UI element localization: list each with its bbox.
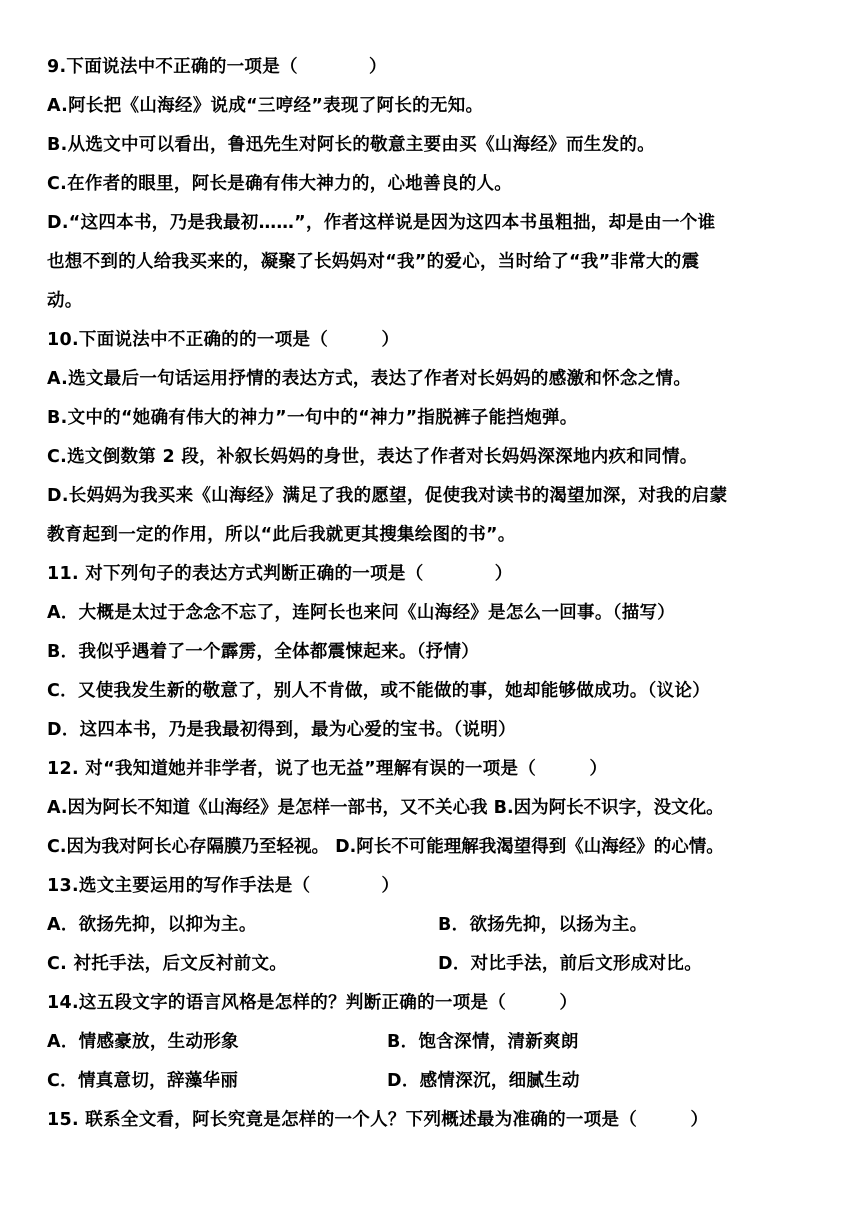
question-13-stem: 13.选文主要运用的写作手法是（ ） bbox=[47, 876, 400, 896]
question-9-option-d-line1: D.“这四本书，乃是我最初……”，作者这样说是因为这四本书虽粗拙，却是由一个谁 bbox=[47, 213, 716, 233]
question-9-option-d-line3: 动。 bbox=[47, 291, 83, 311]
question-9-option-d-line2: 也想不到的人给我买来的，凝聚了长妈妈对“我”的爱心，当时给了“我”非常大的震 bbox=[47, 252, 700, 272]
question-10-option-d-line2: 教育起到一定的作用，所以“此后我就更其搜集绘图的书”。 bbox=[47, 525, 516, 545]
question-14-stem: 14.这五段文字的语言风格是怎样的？判断正确的一项是（ ） bbox=[47, 993, 578, 1013]
question-10-option-a: A.选文最后一句话运用抒情的表达方式，表达了作者对长妈妈的感激和怀念之情。 bbox=[47, 369, 692, 389]
question-12-options-cd: C.因为我对阿长心存隔膜乃至轻视。 D.阿长不可能理解我渴望得到《山海经》的心情。 bbox=[47, 837, 724, 857]
question-11-stem: 11. 对下列句子的表达方式判断正确的一项是（ ） bbox=[47, 564, 513, 584]
question-13-option-b: B．欲扬先抑，以扬为主。 bbox=[438, 915, 648, 935]
question-10-option-c: C.选文倒数第 2 段，补叙长妈妈的身世，表达了作者对长妈妈深深地内疚和同情。 bbox=[47, 447, 698, 467]
question-12-stem: 12. 对“我知道她并非学者，说了也无益”理解有误的一项是（ ） bbox=[47, 759, 608, 779]
question-14-option-c: C．情真意切，辞藻华丽 bbox=[47, 1071, 239, 1091]
question-9-stem: 9.下面说法中不正确的一项是（ ） bbox=[47, 57, 387, 77]
question-11-option-c: C．又使我发生新的敬意了，别人不肯做，或不能做的事，她却能够做成功。（议论） bbox=[47, 681, 710, 701]
question-13-option-a: A．欲扬先抑，以抑为主。 bbox=[47, 915, 257, 935]
question-14-option-b: B．饱含深情，清新爽朗 bbox=[387, 1032, 579, 1052]
question-10-option-b: B.文中的“她确有伟大的神力”一句中的“神力”指脱裤子能挡炮弹。 bbox=[47, 408, 578, 428]
question-9-option-c: C.在作者的眼里，阿长是确有伟大神力的，心地善良的人。 bbox=[47, 174, 513, 194]
question-11-option-b: B．我似乎遇着了一个霹雳，全体都震悚起来。（抒情） bbox=[47, 642, 480, 662]
question-10-option-d-line1: D.长妈妈为我买来《山海经》满足了我的愿望，促使我对读书的渴望加深，对我的启蒙 bbox=[47, 486, 728, 506]
question-14-option-d: D．感情深沉，细腻生动 bbox=[387, 1071, 580, 1091]
question-13-option-c: C. 衬托手法，后文反衬前文。 bbox=[47, 954, 288, 974]
question-14-option-a: A．情感豪放，生动形象 bbox=[47, 1032, 239, 1052]
question-11-option-d: D．这四本书，乃是我最初得到，最为心爱的宝书。（说明） bbox=[47, 720, 516, 740]
question-9-option-a: A.阿长把《山海经》说成“三哼经”表现了阿长的无知。 bbox=[47, 96, 484, 116]
question-13-option-d: D．对比手法，前后文形成对比。 bbox=[438, 954, 703, 974]
question-10-stem: 10.下面说法中不正确的的一项是（ ） bbox=[47, 330, 400, 350]
question-9-option-b: B.从选文中可以看出，鲁迅先生对阿长的敬意主要由买《山海经》而生发的。 bbox=[47, 135, 655, 155]
question-15-stem: 15. 联系全文看，阿长究竟是怎样的一个人？下列概述最为准确的一项是（ ） bbox=[47, 1110, 709, 1130]
question-12-options-ab: A.因为阿长不知道《山海经》是怎样一部书，又不关心我 B.因为阿长不识字，没文化。 bbox=[47, 798, 724, 818]
question-11-option-a: A．大概是太过于念念不忘了，连阿长也来问《山海经》是怎么一回事。（描写） bbox=[47, 603, 676, 623]
